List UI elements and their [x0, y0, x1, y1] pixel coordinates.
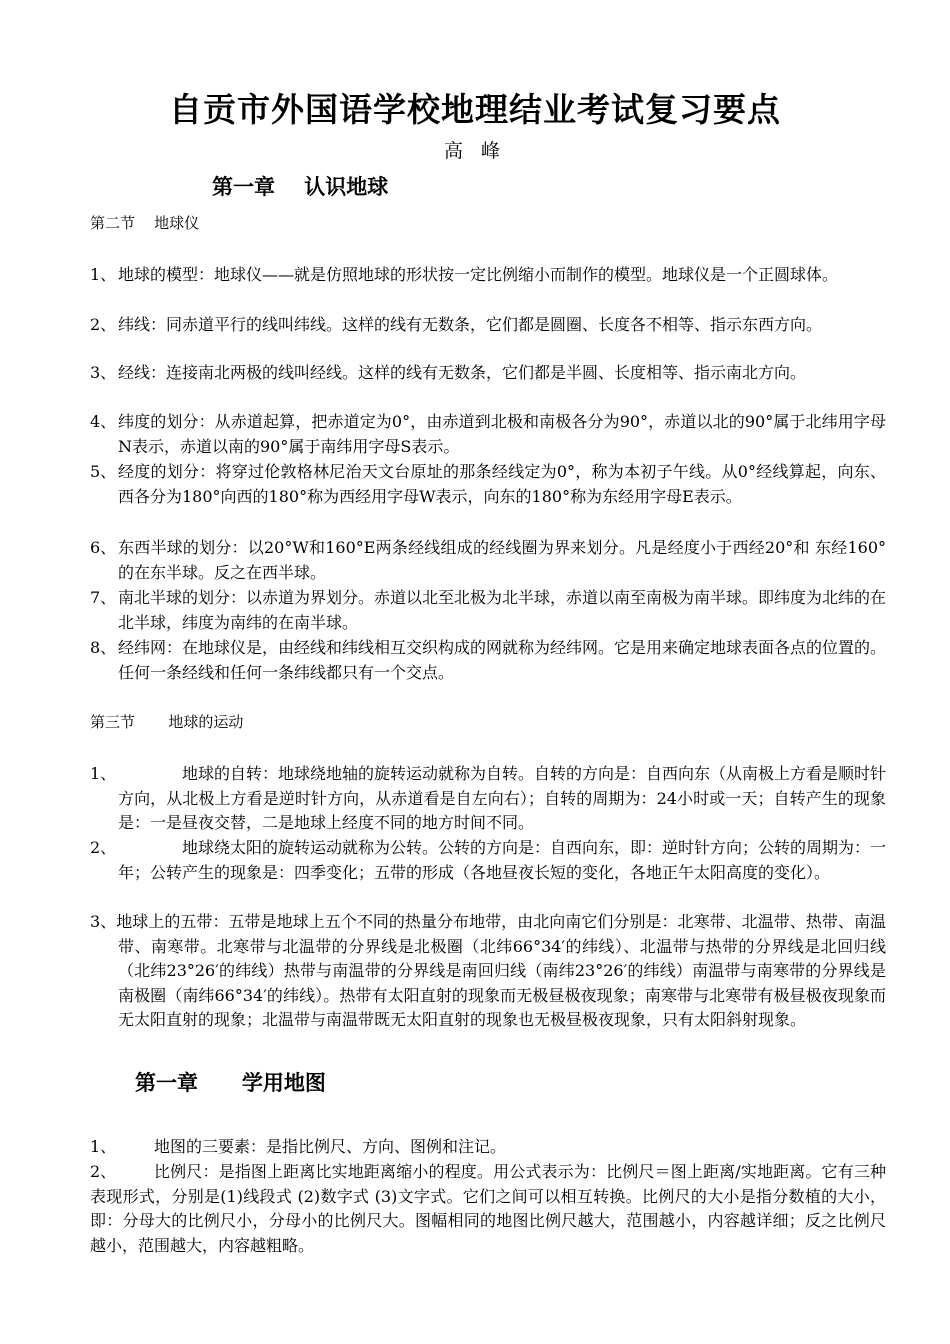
list-item	[90, 263, 886, 288]
chapter-name: 学用地图	[241, 1070, 326, 1095]
list-item-text: 经纬网：在地球仪是，由经线和纬线相互交织构成的网就称为经纬网。它是用来确定地球表面各点的位置的。任何一条经线和任何一条纬线都只有一个交点。	[118, 638, 887, 682]
list-item-text	[90, 910, 886, 1033]
list-item-number: 3、	[90, 912, 117, 931]
section-label: 第三节	[90, 713, 136, 731]
list-item	[90, 636, 886, 685]
list-item-number: 2、	[90, 838, 117, 857]
section-name: 地球仪	[154, 214, 200, 232]
list-item	[90, 762, 886, 836]
list-item	[90, 361, 886, 386]
list-item	[90, 536, 886, 585]
list-item-number: 2、	[90, 1162, 117, 1181]
list-item-number: 8、	[90, 638, 117, 657]
list-item-text: 地球绕太阳的旋转运动就称为公转。公转的方向是：自西向东，即：逆时针方向；公转的周期为：一年；公转产生的现象是：四季变化；五带的形成（各地昼夜长短的变化，各地正午太阳高度的变化）。	[118, 838, 887, 882]
list-item-number: 4、	[90, 412, 117, 431]
section-name: 地球的运动	[168, 713, 244, 731]
document-author: 高 峰	[443, 140, 507, 162]
list-item-text: 纬度的划分：从赤道起算，把赤道定为0°，由赤道到北极和南极各分为90°，赤道以北的90°属于北纬用字母N表示，赤道以南的90°属于南纬用字母S表示。	[118, 412, 886, 456]
section-label: 第二节	[90, 214, 136, 232]
list-item	[90, 1135, 886, 1160]
list-item-text: 南北半球的划分：以赤道为界划分。赤道以北至北极为北半球，赤道以南至南极为南半球。即纬度为北纬的在北半球，纬度为南纬的在南半球。	[118, 588, 887, 632]
chapter-heading-2	[135, 1068, 326, 1098]
list-item-number: 1、	[90, 1137, 117, 1156]
list-item-text: 地球的自转：地球绕地轴的旋转运动就称为自转。自转的方向是：自西向东（从南极上方看是顺时针方向，从北极上方看是逆时针方向，从赤道看是自左向右）；自转的周期为：24小时或一天；自转产生的现象是：一是昼夜交替，二是地球上经度不同的地方时间不同。	[118, 764, 887, 833]
chapter-heading-1	[212, 172, 388, 202]
list-item-number: 3、	[90, 363, 117, 382]
list-item	[90, 1160, 886, 1258]
list-item	[90, 410, 886, 459]
list-item-text: 地球的模型：地球仪——就是仿照地球的形状按一定比例缩小而制作的模型。地球仪是一个正圆球体。	[118, 265, 839, 284]
list-item-number: 1、	[90, 265, 117, 284]
list-item-number: 7、	[90, 588, 117, 607]
list-item	[90, 313, 886, 338]
section-heading-2	[90, 212, 199, 234]
chapter-name: 认识地球	[304, 174, 389, 199]
list-item	[90, 836, 886, 885]
list-item-text: 地图的三要素：是指比例尺、方向、图例和注记。	[154, 1137, 507, 1156]
list-item-text: 纬线：同赤道平行的线叫纬线。这样的线有无数条，它们都是圆圈、长度各不相等、指示东西方向。	[118, 315, 823, 334]
list-item-number: 1、	[90, 764, 117, 783]
list-item-text: 东西半球的划分：以20°W和160°E两条经线组成的经线圈为界来划分。凡是经度小于西经20°和 东经160°的在东半球。反之在西半球。	[118, 538, 886, 582]
document-title: 自贡市外国语学校地理结业考试复习要点	[169, 90, 781, 129]
list-item-text: 经度的划分：将穿过伦敦格林尼治天文台原址的那条经线定为0°，称为本初子午线。从0°经线算起，向东、西各分为180°向西的180°称为西经用字母W表示，向东的180°称为东经用字母E表示。	[118, 462, 886, 506]
list-item-text: 经线：连接南北两极的线叫经线。这样的线有无数条，它们都是半圆、长度相等、指示南北方向。	[118, 363, 807, 382]
list-item-content: 地球上的五带：五带是地球上五个不同的热量分布地带，由北向南它们分别是：北寒带、北温带、热带、南温带、南寒带。北寒带与北温带的分界线是北极圈（北纬66°34′的纬线）、北温带与热带的分界线是北回归线（北纬23°26′的纬线）热带与南温带的分界线是南回归线（南纬23°26′的纬线）南温带与南寒带的分界线是南极圈（南纬66°34′的纬线）。热带有太阳直射的现象而无极昼极夜现象；南寒带与北寒带有极昼极夜现象而无太阳直射的现象；北温带与南温带既无太阳直射的现象也无极昼极夜现象，只有太阳斜射现象。	[116, 912, 886, 1030]
list-item-number: 6、	[90, 538, 117, 557]
chapter-label: 第一章	[212, 174, 275, 199]
section-heading-3	[90, 711, 243, 733]
list-item-text: 比例尺：是指图上距离比实地距离缩小的程度。用公式表示为：比例尺＝图上距离/实地距离。它有三种表现形式，分别是(1)线段式 (2)数字式 (3)文字式。它们之间可以相互转换。比例尺的大小是指分数植的大小，即：分母大的比例尺小，分母小的比例尺大。图幅相同的地图比例尺越大，范围越小，内容越详细；反之比例尺越小，范围越大，内容越粗略。	[90, 1162, 886, 1255]
list-item-number: 5、	[90, 462, 117, 481]
list-item-number: 2、	[90, 315, 117, 334]
list-item	[90, 586, 886, 635]
list-item	[90, 910, 886, 1033]
chapter-label: 第一章	[135, 1070, 198, 1095]
list-item	[90, 460, 886, 509]
